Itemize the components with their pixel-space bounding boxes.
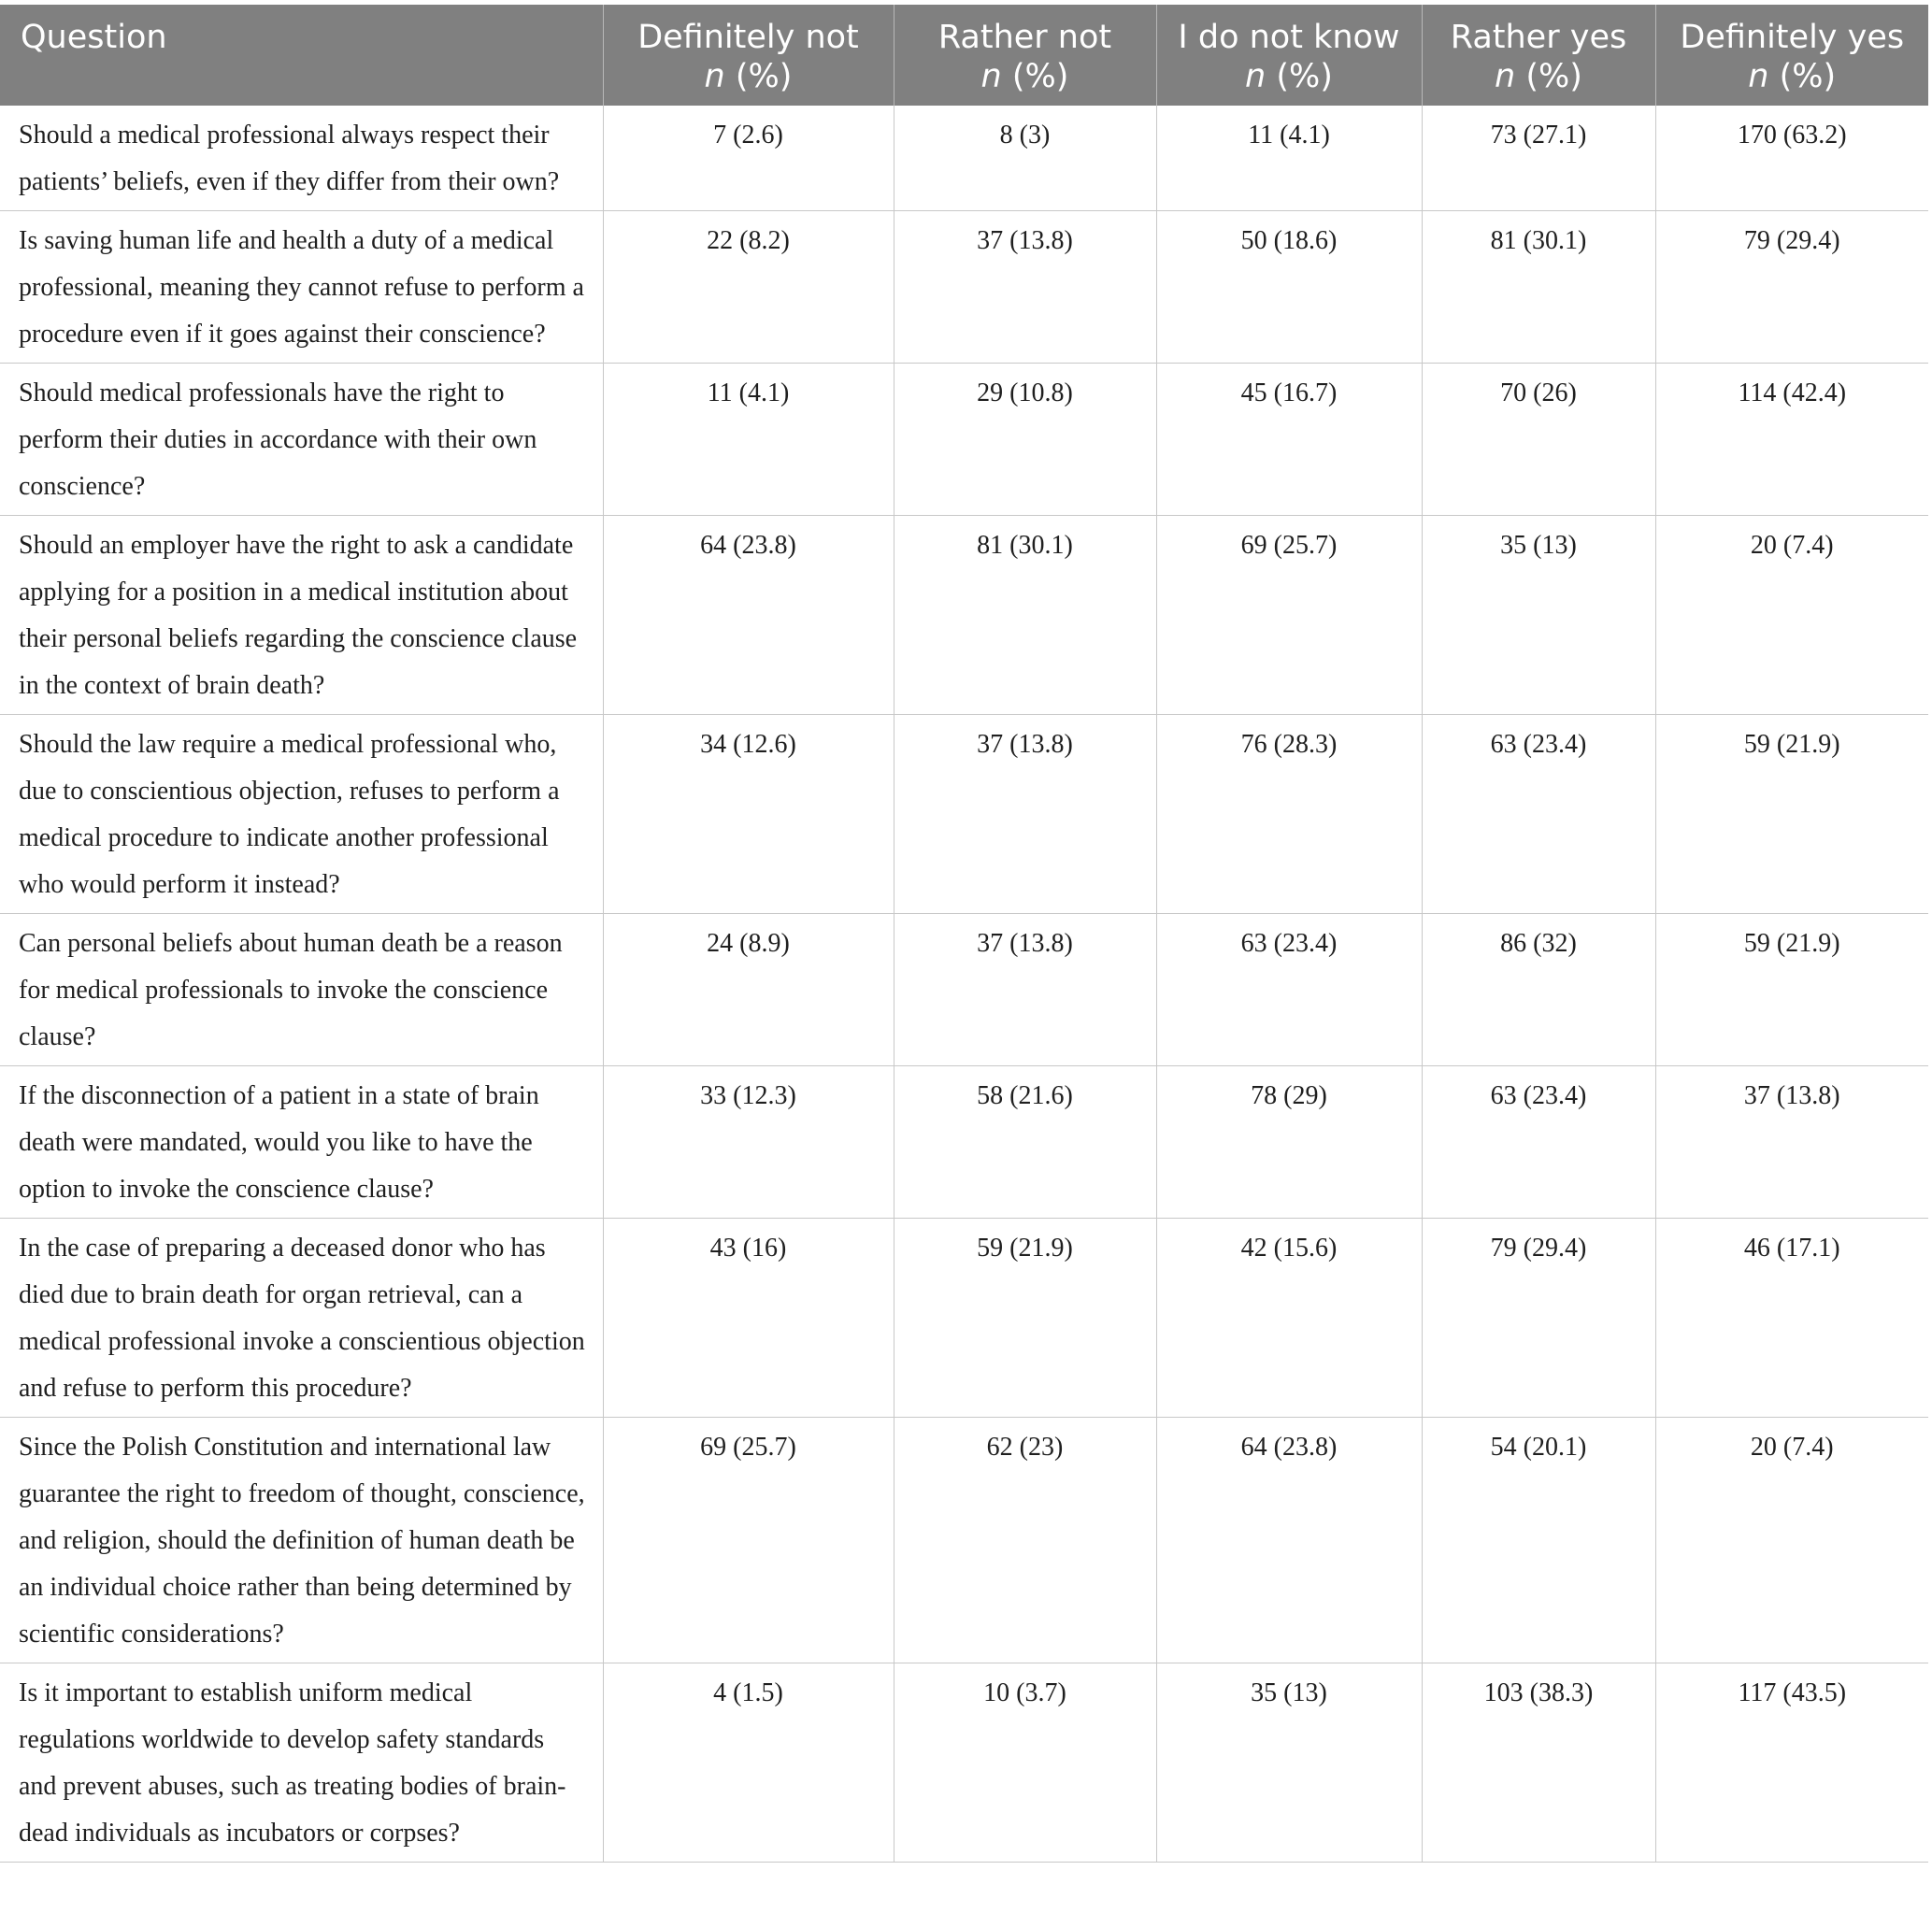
question-cell: Should medical professionals have the right to perform their duties in accordance with their own conscience? — [0, 364, 603, 516]
header-sub-pct: (%) — [1266, 58, 1333, 95]
value-cell: 35 (13) — [1422, 516, 1655, 715]
value-cell: 11 (4.1) — [603, 364, 894, 516]
question-cell: Is it important to establish uniform medical regulations worldwide to develop safety standards and prevent abuses, such as treating bodies of brain-dead individuals as incubators or corpses? — [0, 1663, 603, 1863]
value-cell: 20 (7.4) — [1655, 516, 1928, 715]
value-cell: 37 (13.8) — [1655, 1066, 1928, 1219]
value-cell: 64 (23.8) — [603, 516, 894, 715]
value-cell: 76 (28.3) — [1156, 715, 1422, 914]
header-label: I do not know — [1178, 19, 1400, 56]
table-row — [0, 364, 1928, 516]
value-cell: 33 (12.3) — [603, 1066, 894, 1219]
value-cell: 64 (23.8) — [1156, 1418, 1422, 1663]
value-cell: 86 (32) — [1422, 914, 1655, 1066]
value-cell: 62 (23) — [894, 1418, 1156, 1663]
value-cell: 46 (17.1) — [1655, 1219, 1928, 1418]
header-rather-not — [894, 5, 1156, 106]
header-sub-n: n — [1245, 58, 1267, 95]
question-cell: Should a medical professional always respect their patients’ beliefs, even if they differ from their own? — [0, 106, 603, 211]
header-subtitle — [1430, 57, 1648, 96]
value-cell: 69 (25.7) — [603, 1418, 894, 1663]
value-cell: 43 (16) — [603, 1219, 894, 1418]
header-label: Definitely not — [637, 19, 859, 56]
value-cell: 63 (23.4) — [1422, 715, 1655, 914]
value-cell: 170 (63.2) — [1655, 106, 1928, 211]
value-cell: 59 (21.9) — [1655, 715, 1928, 914]
value-cell: 42 (15.6) — [1156, 1219, 1422, 1418]
header-definitely-yes — [1655, 5, 1928, 106]
value-cell: 59 (21.9) — [894, 1219, 1156, 1418]
question-cell: Should the law require a medical professional who, due to conscientious objection, refuses to perform a medical procedure to indicate another professional who would perform it instead? — [0, 715, 603, 914]
value-cell: 103 (38.3) — [1422, 1663, 1655, 1863]
table-row — [0, 1219, 1928, 1418]
header-sub-n: n — [980, 58, 1002, 95]
value-cell: 24 (8.9) — [603, 914, 894, 1066]
table-row — [0, 914, 1928, 1066]
value-cell: 63 (23.4) — [1156, 914, 1422, 1066]
header-label: Definitely yes — [1680, 19, 1905, 56]
value-cell: 73 (27.1) — [1422, 106, 1655, 211]
header-sub-n: n — [1748, 58, 1769, 95]
header-subtitle — [902, 57, 1149, 96]
survey-table — [0, 5, 1928, 1863]
value-cell: 59 (21.9) — [1655, 914, 1928, 1066]
question-cell: Is saving human life and health a duty of a medical professional, meaning they cannot refuse to perform a procedure even if it goes against their conscience? — [0, 211, 603, 364]
value-cell: 35 (13) — [1156, 1663, 1422, 1863]
table-row — [0, 715, 1928, 914]
value-cell: 54 (20.1) — [1422, 1418, 1655, 1663]
header-definitely-not — [603, 5, 894, 106]
table-row — [0, 516, 1928, 715]
value-cell: 37 (13.8) — [894, 914, 1156, 1066]
value-cell: 7 (2.6) — [603, 106, 894, 211]
value-cell: 114 (42.4) — [1655, 364, 1928, 516]
header-row — [0, 5, 1928, 106]
value-cell: 81 (30.1) — [894, 516, 1156, 715]
value-cell: 4 (1.5) — [603, 1663, 894, 1863]
value-cell: 8 (3) — [894, 106, 1156, 211]
value-cell: 63 (23.4) — [1422, 1066, 1655, 1219]
header-sub-n: n — [704, 58, 725, 95]
header-rather-yes — [1422, 5, 1655, 106]
value-cell: 20 (7.4) — [1655, 1418, 1928, 1663]
value-cell: 70 (26) — [1422, 364, 1655, 516]
value-cell: 37 (13.8) — [894, 211, 1156, 364]
table-row — [0, 1066, 1928, 1219]
table-body — [0, 106, 1928, 1863]
value-cell: 10 (3.7) — [894, 1663, 1156, 1863]
header-sub-pct: (%) — [1515, 58, 1582, 95]
value-cell: 11 (4.1) — [1156, 106, 1422, 211]
question-cell: In the case of preparing a deceased donor who has died due to brain death for organ retrieval, can a medical professional invoke a conscientious objection and refuse to perform this procedure? — [0, 1219, 603, 1418]
value-cell: 79 (29.4) — [1422, 1219, 1655, 1418]
header-sub-pct: (%) — [1001, 58, 1069, 95]
header-subtitle — [1165, 57, 1414, 96]
value-cell: 45 (16.7) — [1156, 364, 1422, 516]
value-cell: 117 (43.5) — [1655, 1663, 1928, 1863]
question-cell: Since the Polish Constitution and international law guarantee the right to freedom of thought, conscience, and religion, should the definition of human death be an individual choice rather than being determined by scientific considerations? — [0, 1418, 603, 1663]
header-subtitle — [611, 57, 886, 96]
header-sub-pct: (%) — [724, 58, 793, 95]
table-row — [0, 1418, 1928, 1663]
header-question: Question — [0, 5, 603, 106]
question-cell: Can personal beliefs about human death be a reason for medical professionals to invoke the conscience clause? — [0, 914, 603, 1066]
value-cell: 37 (13.8) — [894, 715, 1156, 914]
value-cell: 50 (18.6) — [1156, 211, 1422, 364]
header-sub-pct: (%) — [1768, 58, 1837, 95]
header-do-not-know — [1156, 5, 1422, 106]
value-cell: 79 (29.4) — [1655, 211, 1928, 364]
header-label: Rather yes — [1450, 19, 1627, 56]
question-cell: If the disconnection of a patient in a state of brain death were mandated, would you like to have the option to invoke the conscience clause? — [0, 1066, 603, 1219]
header-sub-n: n — [1495, 58, 1516, 95]
table-row — [0, 1663, 1928, 1863]
value-cell: 78 (29) — [1156, 1066, 1422, 1219]
value-cell: 29 (10.8) — [894, 364, 1156, 516]
table-header — [0, 5, 1928, 106]
table-row — [0, 106, 1928, 211]
value-cell: 58 (21.6) — [894, 1066, 1156, 1219]
question-cell: Should an employer have the right to ask a candidate applying for a position in a medical institution about their personal beliefs regarding the conscience clause in the context of brain death? — [0, 516, 603, 715]
value-cell: 22 (8.2) — [603, 211, 894, 364]
header-subtitle — [1664, 57, 1922, 96]
value-cell: 81 (30.1) — [1422, 211, 1655, 364]
header-label: Rather not — [937, 19, 1112, 56]
value-cell: 69 (25.7) — [1156, 516, 1422, 715]
value-cell: 34 (12.6) — [603, 715, 894, 914]
table-row — [0, 211, 1928, 364]
